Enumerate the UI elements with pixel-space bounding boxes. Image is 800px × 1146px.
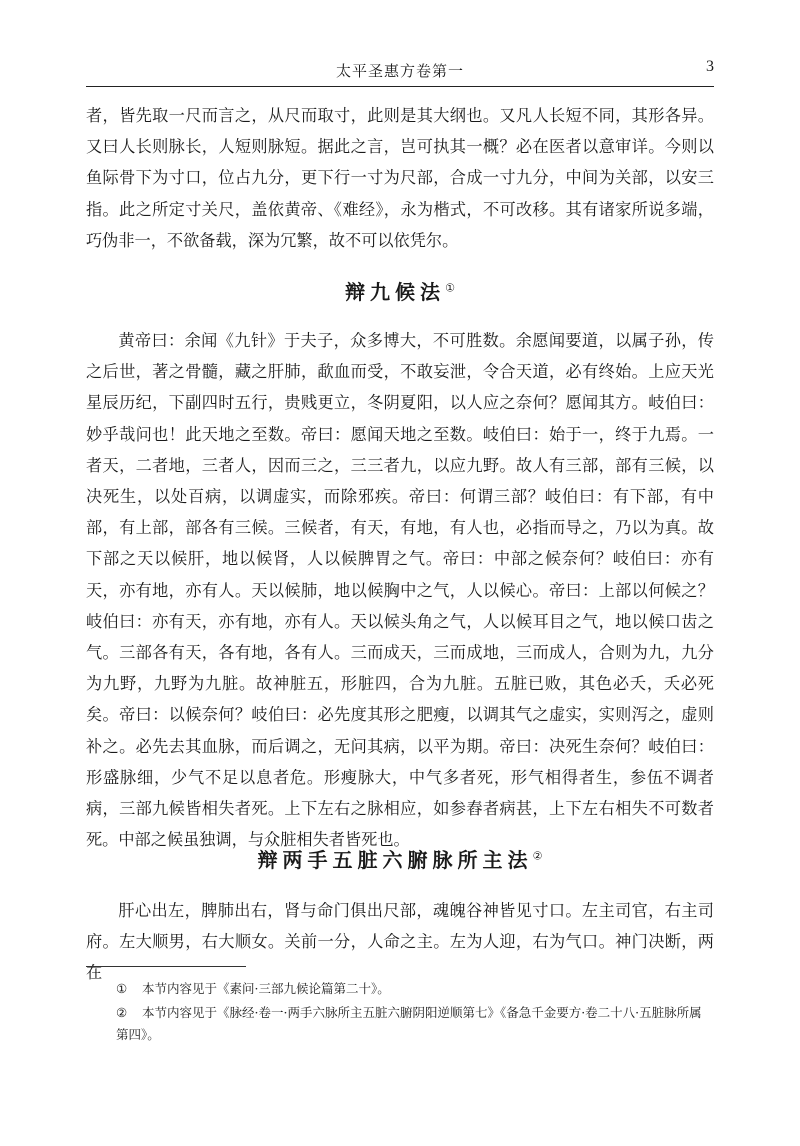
running-title: 太平圣惠方卷第一 <box>335 62 464 80</box>
footnote-mark: ① <box>116 981 128 996</box>
running-header <box>86 58 714 87</box>
footnotes <box>86 978 714 1048</box>
page-number: 3 <box>706 58 714 75</box>
footnote-text: 本节内容见于《素问·三部九候论篇第二十》。 <box>142 981 390 996</box>
footnote-item <box>86 978 714 1000</box>
footnote-divider <box>86 966 246 967</box>
section-heading-nine-pulses <box>86 276 714 305</box>
section-title: 辩两手五脏六腑脉所主法 <box>257 848 533 872</box>
intro-paragraph: 者，皆先取一尺而言之，从尺而取寸，此则是其大纲也。又凡人长短不同，其形各异。又曰人长则脉长，人短则脉短。据此之言，岂可执其一概？必在医者以意审详。今则以鱼际骨下为寸口，位占九分，更下行一寸为尺部，合成一寸九分，中间为关部，以安三指。此之所定寸关尺，盖依黄帝、《难经》，永为楷式，不可改移。其有诸家所说多端，巧伪非一，不欲备载，深为冗繁，故不可以依凭尔。 <box>86 106 714 250</box>
footnote-mark: ② <box>116 1005 128 1020</box>
section-title: 辩九候法 <box>345 280 446 304</box>
section-heading-two-hands <box>86 844 714 873</box>
section-paragraph: 黄帝曰：余闻《九针》于夫子，众多博大，不可胜数。余愿闻要道，以属子孙，传之后世，著之骨髓，藏之肝肺，歃血而受，不敢妄泄，令合天道，必有终始。上应天光星辰历纪，下副四时五行，贵贱更立，冬阴夏阳，以人应之奈何？愿闻其方。岐伯曰：妙乎哉问也！此天地之至数。帝曰：愿闻天地之至数。岐伯曰：始于一，终于九焉。一者天，二者地，三者人，因而三之，三三者九，以应九野。故人有三部，部有三候，以决死生，以处百病，以调虚实，而除邪疾。帝曰：何谓三部？岐伯曰：有下部，有中部，有上部，部各有三候。三候者，有天，有地，有人也，必指而导之，乃以为真。故下部之天以候肝，地以候肾，人以候脾胃之气。帝曰：中部之候奈何？岐伯曰：亦有天，亦有地，亦有人。天以候肺，地以候胸中之气，人以候心。帝曰：上部以何候之？岐伯曰：亦有天，亦有地，亦有人。天以候头角之气，人以候耳目之气，地以候口齿之气。三部各有天，各有地，各有人。三而成天，三而成地，三而成人，合则为九，九分为九野，九野为九脏。故神脏五，形脏四，合为九脏。五脏已败，其色必夭，夭必死矣。帝曰：以候奈何？岐伯曰：必先度其形之肥瘦，以调其气之虚实，实则泻之，虚则补之。必先去其血脉，而后调之，无问其病，以平为期。帝曰：决死生奈何？岐伯曰：形盛脉细，少气不足以息者危。形瘦脉大，中气多者死，形气相得者生，参伍不调者病，三部九候皆相失者死。上下左右之脉相应，如参舂者病甚，上下左右相失不可数者死。中部之候虽独调，与众脏相失者皆死也。 <box>86 331 714 850</box>
footnote-item <box>86 1002 714 1046</box>
footnote-ref[interactable]: ① <box>445 281 455 295</box>
footnote-ref[interactable]: ② <box>532 849 543 863</box>
footnote-text: 本节内容见于《脉经·卷一·两手六脉所主五脏六腑阴阳逆顺第七》《备急千金要方·卷二十八·五脏脉所属第四》。 <box>116 1005 702 1042</box>
section-paragraph: 肝心出左，脾肺出右，肾与命门俱出尺部，魂魄谷神皆见寸口。左主司官，右主司府。左大顺男，右大顺女。关前一分，人命之主。左为人迎，右为气口。神门决断，两在 <box>86 901 714 983</box>
